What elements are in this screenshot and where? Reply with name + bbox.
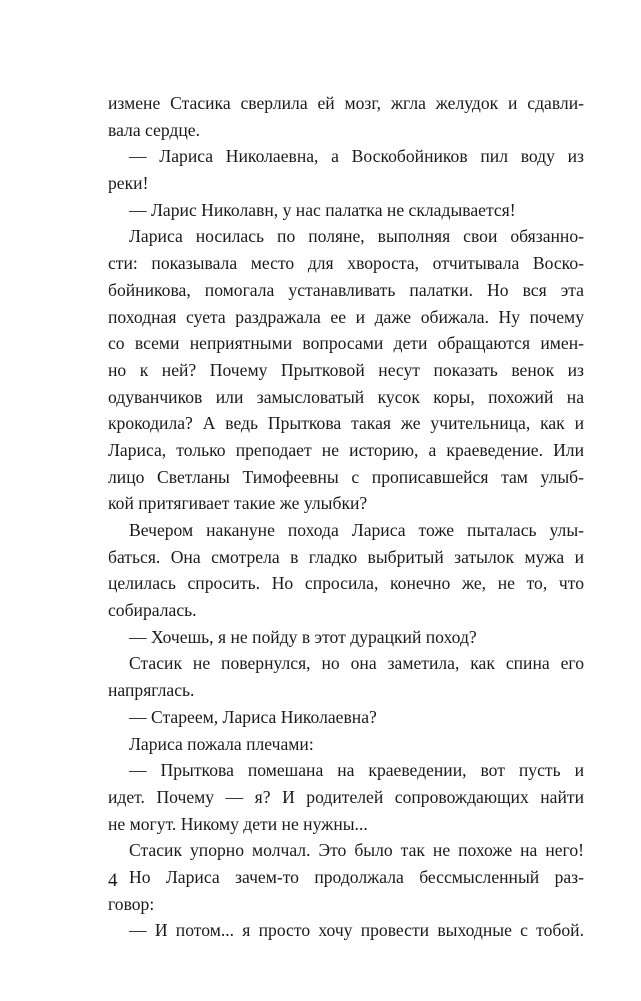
text-line: говор:	[108, 893, 155, 914]
text-line: реки!	[108, 173, 149, 194]
text-line: лицо Светланы Тимофеевны с прописавшейся там улыб-	[108, 466, 584, 487]
text-line: Но Лариса зачем-то продолжала бессмысленный раз-	[129, 866, 584, 887]
text-line: Стасик не повернулся, но она заметила, как спина его	[129, 653, 584, 674]
text-line: — И потом... я просто хочу провести выходные с тобой.	[129, 920, 584, 941]
text-line: Лариса, только преподает не историю, а краеведение. Или	[108, 439, 584, 460]
text-line: — Ларис Николавн, у нас палатка не складывается!	[129, 199, 516, 220]
text-line: Лариса пожала плечами:	[129, 733, 314, 754]
text-line: — Лариса Николаевна, а Воскобойников пил воду из	[129, 146, 584, 167]
text-line: Стасик упорно молчал. Это было так не похоже на него!	[129, 840, 584, 861]
text-line: — Хочешь, я не пойду в этот дурацкий поход?	[129, 626, 477, 647]
text-line: Вечером накануне похода Лариса тоже пыталась улы-	[129, 520, 584, 540]
text-line: Лариса носилась по поляне, выполняя свои обязанно-	[129, 226, 584, 247]
text-line: — Стареем, Лариса Николаевна?	[129, 706, 377, 727]
text-line: идет. Почему — я? И родителей сопровождающих найти	[108, 786, 584, 807]
page-number: 4	[108, 870, 118, 891]
text-line: — Прыткова помешана на краеведении, вот пусть и	[129, 760, 584, 781]
text-line: кой притягивает такие же улыбки?	[108, 493, 368, 514]
text-line: измене Стасика сверлила ей мозг, жгла желудок и сдавли-	[108, 93, 584, 113]
text-line: бойникова, помогала устанавливать палатки. Но вся эта	[108, 279, 584, 300]
text-line: походная суета раздражала ее и даже обижала. Ну почему	[108, 306, 584, 327]
text-line: напряглась.	[108, 680, 195, 701]
text-line: вала сердце.	[108, 119, 200, 140]
text-line: но к ней? Почему Прытковой несут показать венок из	[108, 359, 584, 380]
text-line: не могут. Никому дети не нужны...	[108, 813, 368, 834]
text-line: собиралась.	[108, 600, 197, 621]
text-line: баться. Она смотрела в гладко выбритый затылок мужа и	[108, 546, 584, 567]
text-line: сти: показывала место для хвороста, отчитывала Воско-	[108, 253, 584, 274]
text-line: крокодила? А ведь Прыткова такая же учительница, как и	[108, 413, 584, 434]
text-line: одуванчиков или замысловатый кусок коры, похожий на	[108, 386, 584, 407]
page-body-text	[108, 90, 584, 944]
text-line: целилась спросить. Но спросила, конечно же, не то, что	[108, 573, 584, 594]
text-line: со всеми неприятными вопросами дети обращаются имен-	[108, 333, 584, 354]
